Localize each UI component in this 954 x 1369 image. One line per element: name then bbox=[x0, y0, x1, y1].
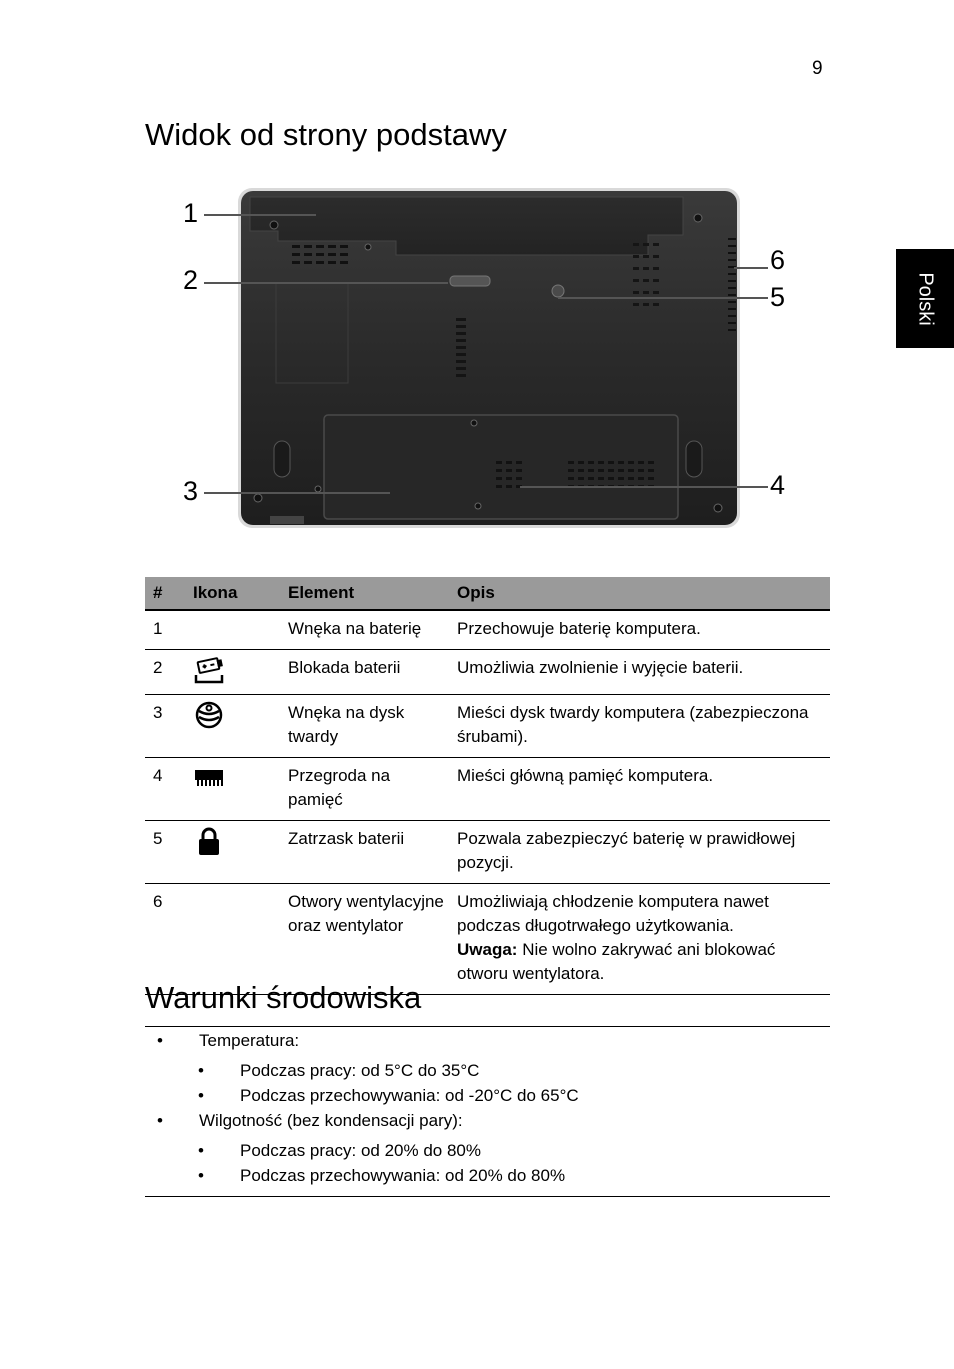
row-element: Przegroda na pamięć bbox=[280, 758, 449, 821]
bullet: • bbox=[157, 1031, 163, 1050]
callout-2: 2 bbox=[183, 265, 199, 295]
section-title-environment: Warunki środowiska bbox=[145, 980, 422, 1015]
bullet: • bbox=[198, 1141, 204, 1160]
header-element: Element bbox=[280, 577, 449, 610]
row-description: Mieści główną pamięć komputera. bbox=[449, 758, 830, 821]
page-number: 9 bbox=[812, 58, 823, 79]
table-row bbox=[145, 821, 830, 884]
row-element: Wnęka na baterię bbox=[280, 610, 449, 650]
laptop-bottom-drawing bbox=[178, 183, 798, 533]
row-element: Blokada baterii bbox=[280, 650, 449, 695]
environment-list bbox=[145, 1026, 830, 1197]
row-description: Pozwala zabezpieczyć baterię w prawidłowej pozycji. bbox=[449, 821, 830, 884]
header-number: # bbox=[145, 577, 185, 610]
laptop-bottom-illustration bbox=[178, 183, 798, 533]
table-row bbox=[145, 695, 830, 758]
bullet: • bbox=[198, 1061, 204, 1080]
table-row bbox=[145, 610, 830, 650]
row-description: Umożliwia zwolnienie i wyjęcie baterii. bbox=[449, 650, 830, 695]
row-number: 6 bbox=[145, 884, 185, 995]
note-text: Nie wolno zakrywać ani blokować otworu wentylatora. bbox=[457, 940, 776, 983]
row-icon-cell bbox=[185, 758, 280, 821]
callout-3: 3 bbox=[183, 476, 199, 506]
table-header-row bbox=[145, 577, 830, 610]
row-number: 1 bbox=[145, 610, 185, 650]
row-description: Przechowuje baterię komputera. bbox=[449, 610, 830, 650]
row-number: 3 bbox=[145, 695, 185, 758]
bullet: • bbox=[198, 1086, 204, 1105]
header-icon: Ikona bbox=[185, 577, 280, 610]
row-number: 5 bbox=[145, 821, 185, 884]
battery-release-icon bbox=[193, 654, 225, 686]
row-element: Zatrzask baterii bbox=[280, 821, 449, 884]
hum-storage: Podczas przechowywania: od 20% do 80% bbox=[240, 1166, 566, 1185]
row-element: Otwory wentylacyjne oraz wentylator bbox=[280, 884, 449, 995]
row-description: Mieści dysk twardy komputera (zabezpieczona śrubami). bbox=[449, 695, 830, 758]
callout-1: 1 bbox=[183, 198, 199, 228]
language-tab-label: Polski bbox=[914, 271, 937, 326]
section-title-bottom-view: Widok od strony podstawy bbox=[145, 117, 507, 152]
bullet: • bbox=[157, 1111, 163, 1130]
temperature-label: Temperatura: bbox=[199, 1031, 300, 1050]
row-icon-cell bbox=[185, 650, 280, 695]
row-icon-cell bbox=[185, 610, 280, 650]
callout-5: 5 bbox=[770, 282, 786, 312]
row-icon-cell bbox=[185, 695, 280, 758]
row-description bbox=[449, 884, 830, 995]
row-number: 4 bbox=[145, 758, 185, 821]
language-tab bbox=[896, 249, 954, 348]
table-row bbox=[145, 650, 830, 695]
row-icon-cell bbox=[185, 821, 280, 884]
header-description: Opis bbox=[449, 577, 830, 610]
row-number: 2 bbox=[145, 650, 185, 695]
temp-operating: Podczas pracy: od 5°C do 35°C bbox=[240, 1061, 480, 1080]
row-description-text: Umożliwiają chłodzenie komputera nawet podczas długotrwałego użytkowania. bbox=[457, 892, 769, 935]
table-row bbox=[145, 884, 830, 995]
hard-disk-icon bbox=[193, 699, 225, 731]
row-icon-cell bbox=[185, 884, 280, 995]
component-table bbox=[145, 577, 830, 995]
temp-storage: Podczas przechowywania: od -20°C do 65°C bbox=[240, 1086, 579, 1105]
callout-6: 6 bbox=[770, 245, 786, 275]
bullet: • bbox=[198, 1166, 204, 1185]
note-label: Uwaga: bbox=[457, 940, 518, 959]
lock-icon bbox=[193, 825, 225, 857]
row-element: Wnęka na dysk twardy bbox=[280, 695, 449, 758]
table-row bbox=[145, 758, 830, 821]
humidity-label: Wilgotność (bez kondensacji pary): bbox=[199, 1111, 463, 1130]
memory-icon bbox=[193, 762, 225, 794]
callout-4: 4 bbox=[770, 470, 786, 500]
hum-operating: Podczas pracy: od 20% do 80% bbox=[240, 1141, 481, 1160]
